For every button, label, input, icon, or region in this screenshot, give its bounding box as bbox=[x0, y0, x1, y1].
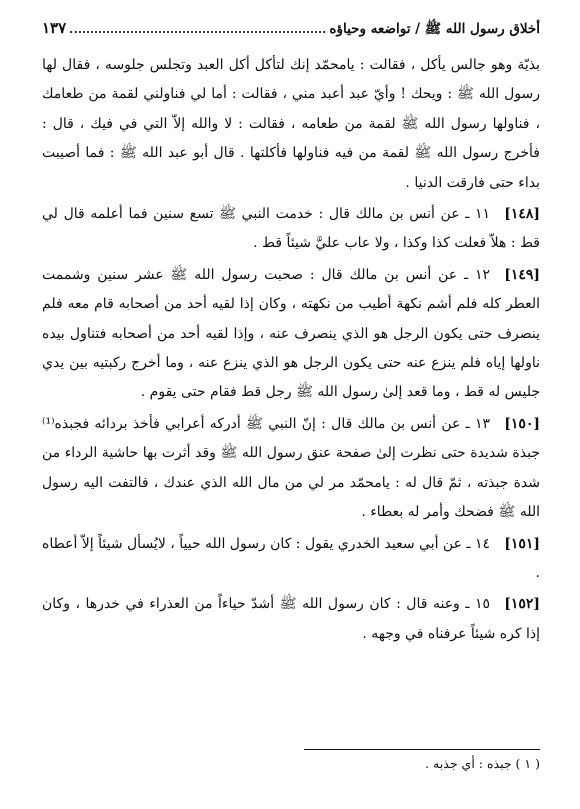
running-title: أخلاق رسول الله ﷺ / تواضعه وحياؤه bbox=[329, 21, 540, 37]
hadith-entry bbox=[42, 530, 540, 589]
hadith-entry bbox=[42, 590, 540, 649]
hadith-text: ١٤ ـ عن أبي سعيد الخدري يقول : كان رسول الله حيياً ، لايُسأل شيئاً إلاّ أعطاه . bbox=[42, 535, 540, 581]
hadith-entry bbox=[42, 410, 540, 528]
hadith-number: [١٥١] bbox=[504, 535, 540, 552]
hadith-text: ١٣ ـ عن أنس بن مالك قال : إنّ النبي ﷺ أدركه أعرابي فأخذ بردائه فجبذه⁽¹⁾ جبذة شديدة حتى نظرت إلىٰ صفحة عنق رسول الله ﷺ وقد أثرت بها حاشية الرداء من شدة جبذته ، ثمّ قال له : يامحمّد مر لي من مال الله الذي عندك ، فالتفت اليه رسول الله ﷺ فضحك وأمر له بعطاء . bbox=[42, 415, 540, 521]
hadith-text: ١٥ ـ وعنه قال : كان رسول الله ﷺ أشدّ حياءاً من العذراء في خدرها ، وكان إذا كره شيئاً عرفناه في وجهه . bbox=[42, 596, 540, 642]
hadith-number: [١٤٩] bbox=[504, 266, 541, 283]
hadith-number: [١٤٨] bbox=[504, 206, 540, 223]
footnote-divider bbox=[304, 749, 540, 750]
hadith-entry bbox=[42, 200, 540, 259]
footnote: ( ١ ) جبذه : أي جذبه . bbox=[425, 756, 540, 771]
book-page bbox=[42, 16, 540, 796]
page-body bbox=[42, 51, 540, 649]
intro-paragraph: بذيّة وهو جالس يأكل ، فقالت : يامحمّد إنك لتأكل أكل العبد وتجلس جلوسه ، فقال لها رسول الله ﷺ : ويحك ! وأيّ عبد أعبد مني ، فقالت : أما لي فناولني لقمة من طعامك ، فناولها رسول الله ﷺ لقمة من طعامه ، فقالت : لا والله إلاّ التي في فيك ، قال : فأخرج رسول الله ﷺ لقمة من فيه فناولها فأكلتها . قال أبو عبد الله ﷺ : فما أصيبت بداء حتى فارقت الدنيا . bbox=[42, 57, 540, 191]
hadith-text: ١٢ ـ عن أنس بن مالك قال : صحبت رسول الله ﷺ عشر سنين وشممت العطر كله فلم أشم نكهة أطيب من نكهته ، وكان إذا لقيه أحد من أصحابه قام معه فلم ينصرف حتى يكون الرجل هو الذي ينصرف عنه ، وإذا لقيه أحد من أصحابه فتناول بيده ناولها إياه فلم ينزع عنه حتى يكون الرجل هو الذي ينزع عنه ، وما أخرج ركبتيه بين يدي جليس له قط ، وما قعد إلىٰ رسول الله ﷺ رجل قط فقام حتى يقوم . bbox=[42, 266, 540, 401]
page-header bbox=[42, 16, 540, 39]
hadith-number: [١٥٢] bbox=[504, 596, 540, 613]
dotted-leader bbox=[70, 31, 325, 33]
hadith-entry bbox=[42, 261, 540, 408]
page-number: ١٣٧ bbox=[42, 19, 67, 37]
hadith-text: ١١ ـ عن أنس بن مالك قال : خدمت النبي ﷺ تسع سنين فما أعلمه قال لي قط : هلاّ فعلت كذا وكذا ، ولا عاب عليَّ شيئاً قط . bbox=[42, 206, 540, 252]
hadith-number: [١٥٠] bbox=[504, 415, 540, 432]
